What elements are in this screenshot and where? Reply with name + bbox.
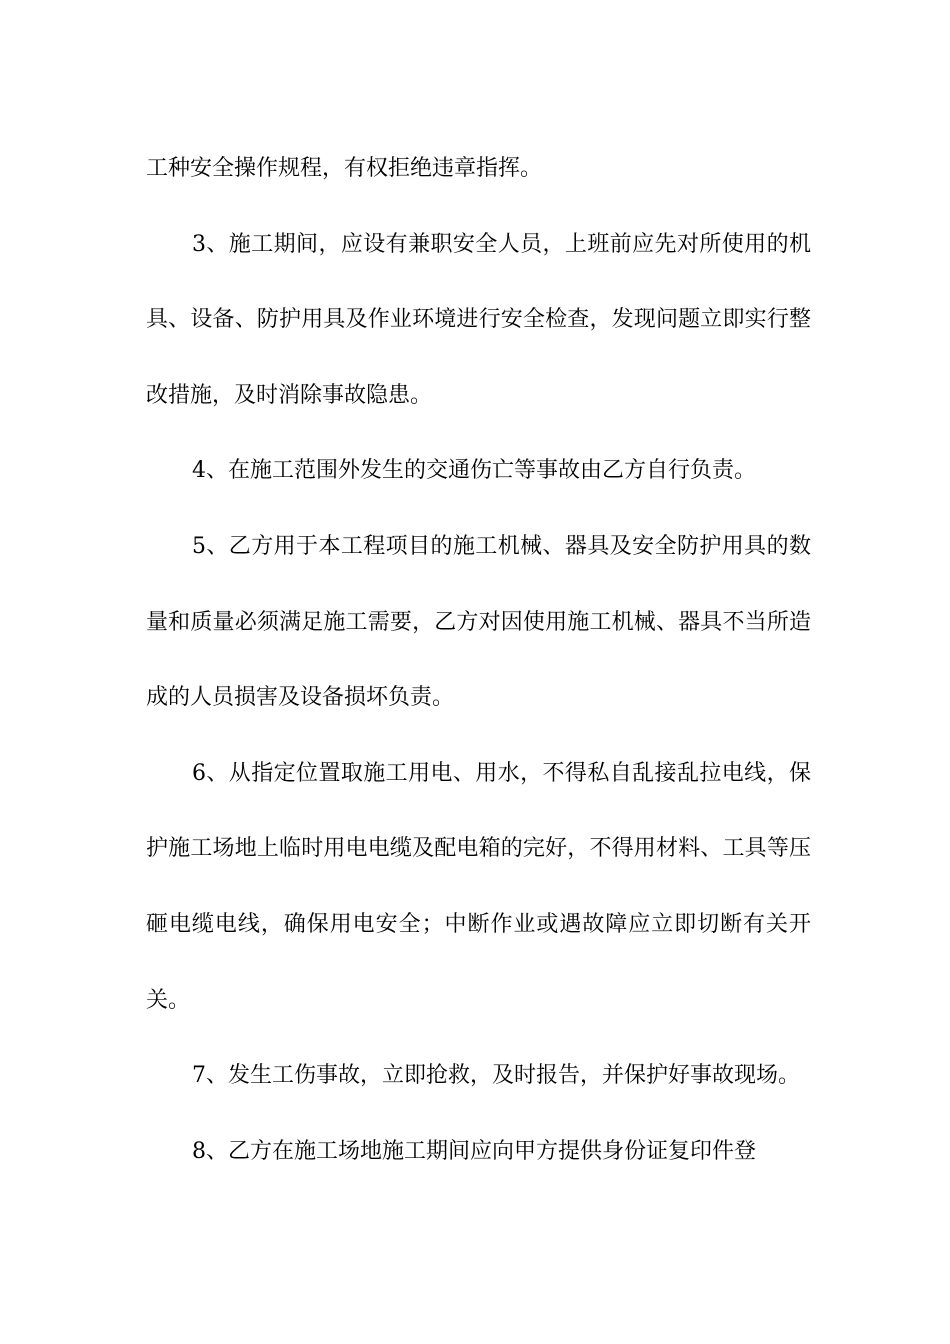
paragraph-clause-3: 3、施工期间，应设有兼职安全人员，上班前应先对所使用的机具、设备、防护用具及作业环境进行安全检查，发现问题立即实行整改措施，及时消除事故隐患。 bbox=[146, 231, 811, 408]
document-body bbox=[146, 131, 811, 1189]
paragraph-clause-4: 4、在施工范围外发生的交通伤亡等事故由乙方自行负责。 bbox=[192, 458, 756, 484]
paragraph-clause-7: 7、发生工伤事故，立即抢救，及时报告，并保护好事故现场。 bbox=[192, 1063, 800, 1089]
paragraph-clause-8: 8、乙方在施工场地施工期间应向甲方提供身份证复印件登 bbox=[192, 1138, 756, 1164]
paragraph-clause-5: 5、乙方用于本工程项目的施工机械、器具及安全防护用具的数量和质量必须满足施工需要，乙方对因使用施工机械、器具不当所造成的人员损害及设备损坏负责。 bbox=[146, 533, 811, 711]
paragraph-clause-6: 6、从指定位置取施工用电、用水，不得私自乱接乱拉电线，保护施工场地上临时用电电缆及配电箱的完好，不得用材料、工具等压砸电缆电线，确保用电安全；中断作业或遇故障应立即切断有关开关。 bbox=[146, 760, 811, 1013]
paragraph-continuation: 工种安全操作规程，有权拒绝违章指挥。 bbox=[146, 156, 543, 181]
